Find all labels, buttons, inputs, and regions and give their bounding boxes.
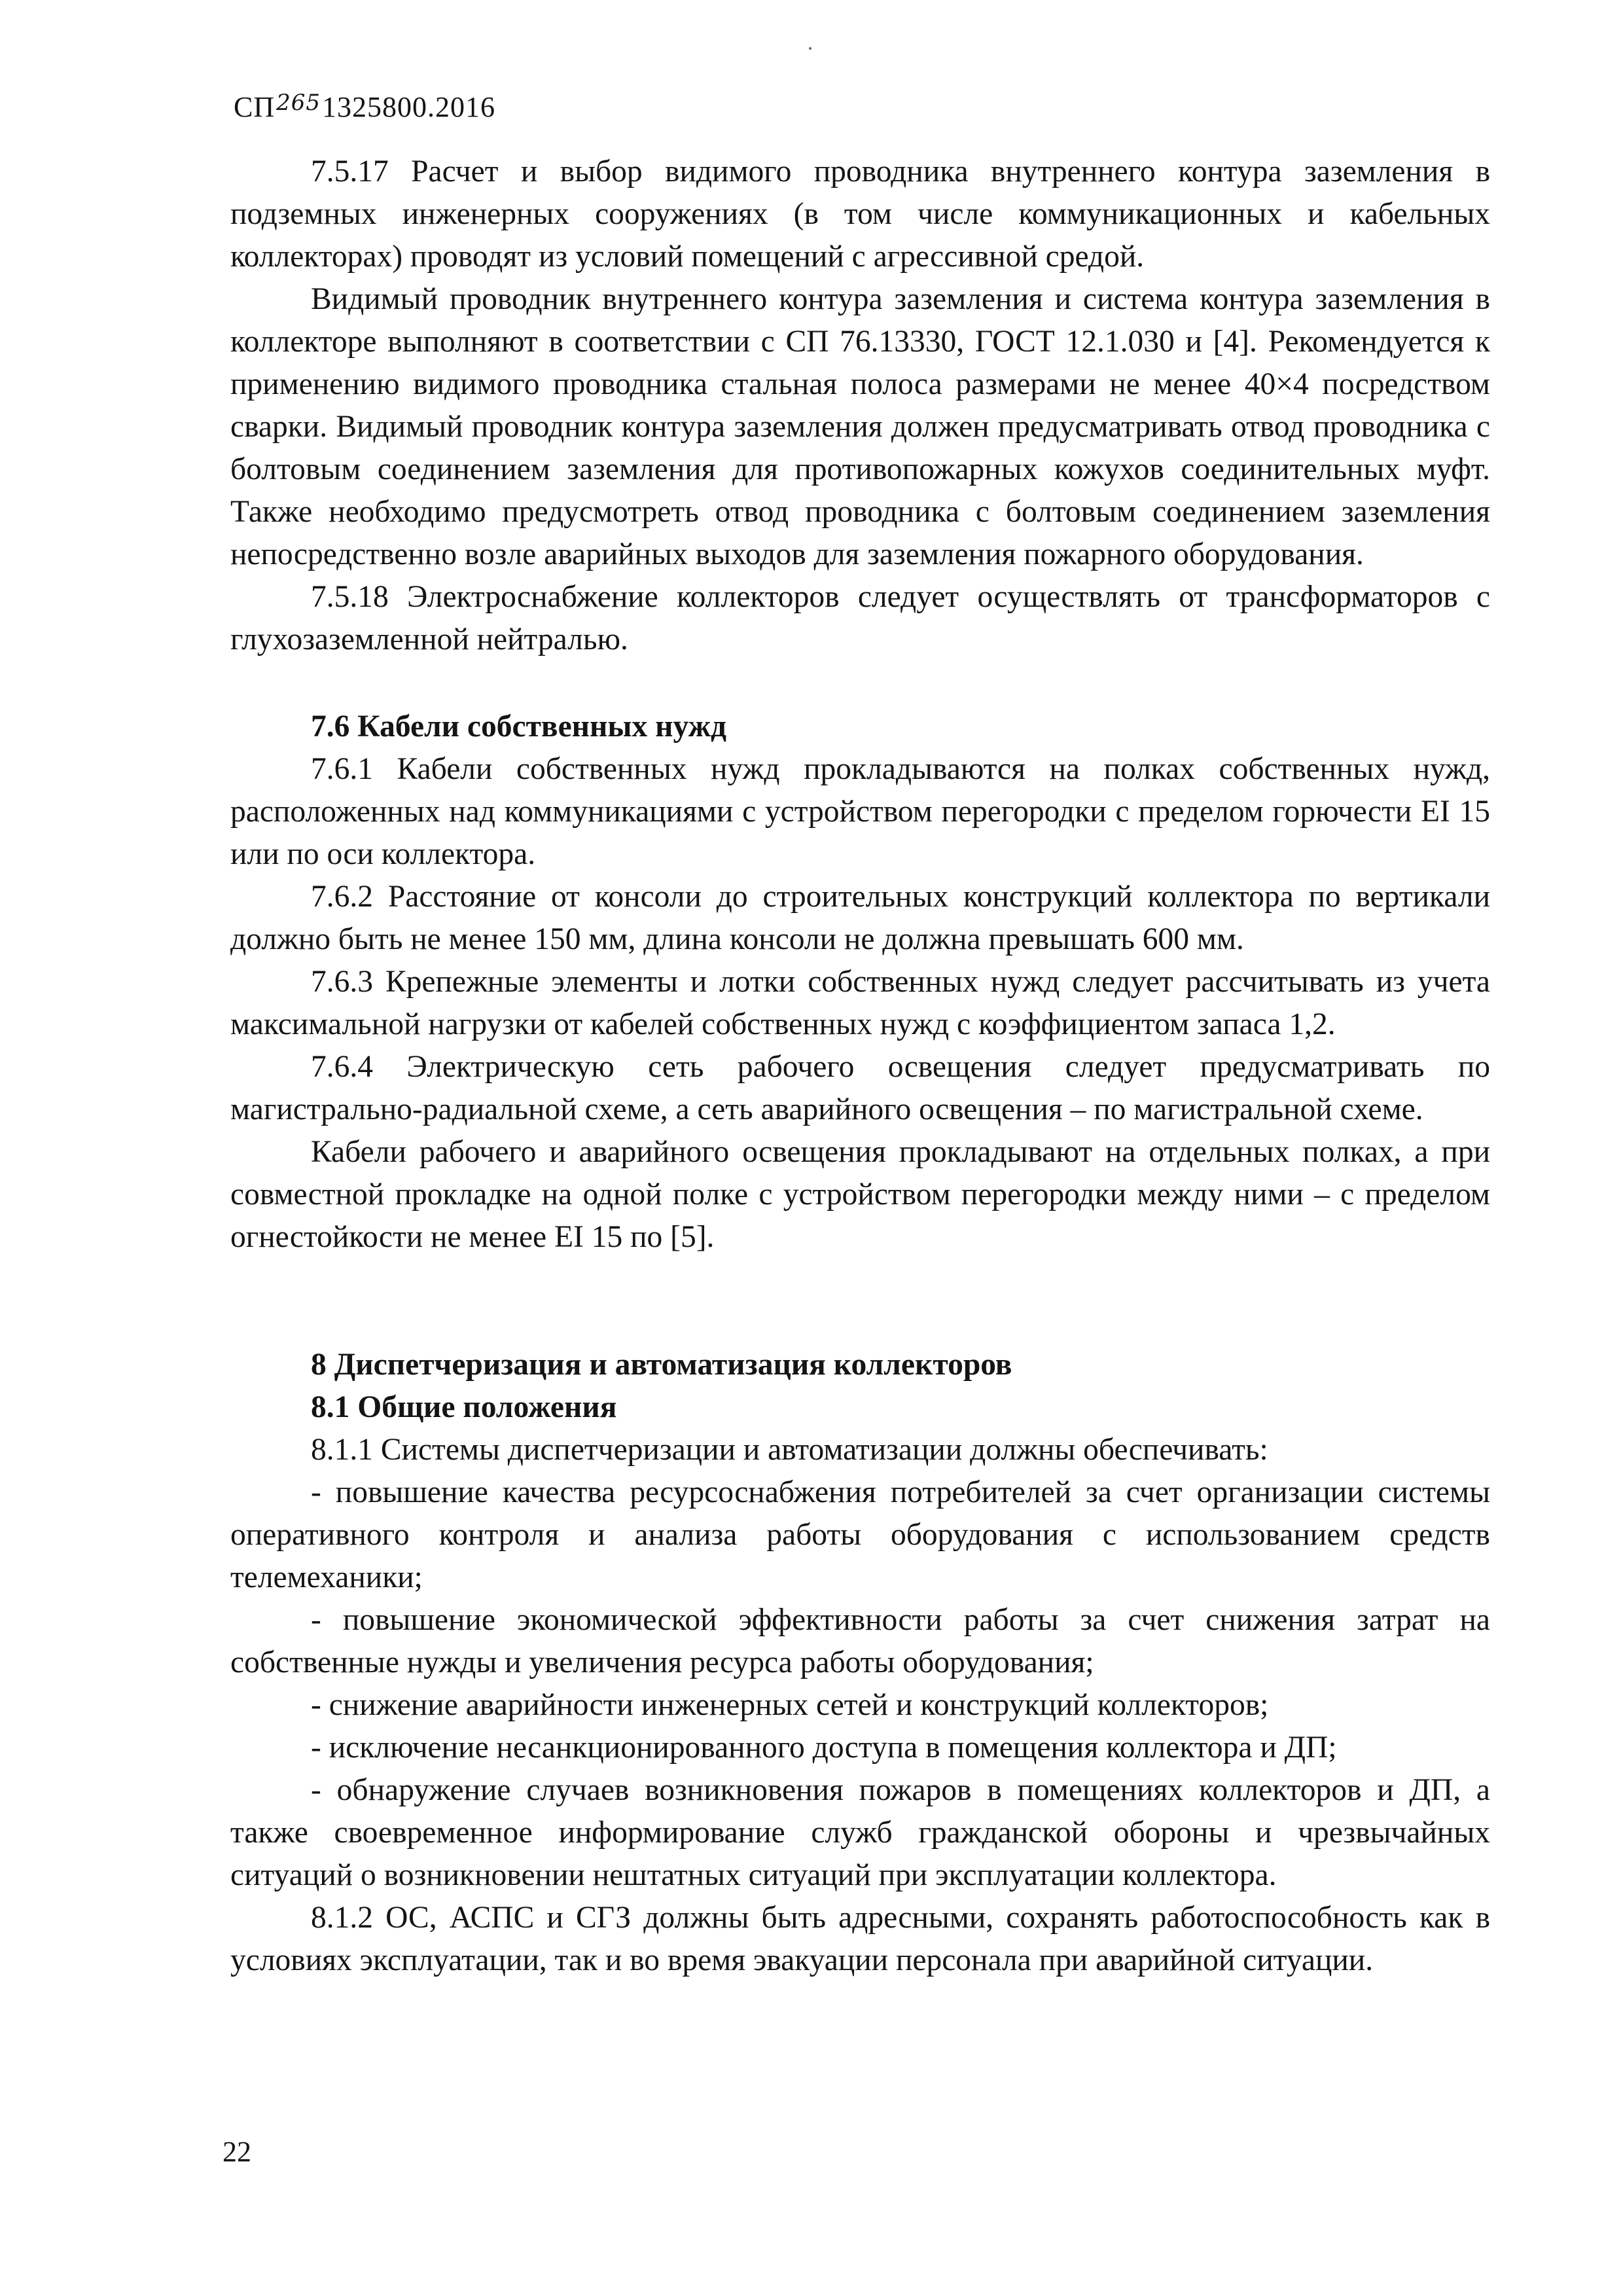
document-code-header xyxy=(234,90,495,124)
paragraph-7-6-3: 7.6.3 Крепежные элементы и лотки собственных нужд следует рассчитывать из учета максимальной нагрузки от кабелей собственных нужд с коэффициентом запаса 1,2. xyxy=(230,965,1490,1041)
list-item: - обнаружение случаев возникновения пожаров в помещениях коллекторов и ДП, а также своевременное информирование служб гражданской обороны и чрезвычайных ситуаций о возникновении нештатных ситуаций при эксплуатации коллектора. xyxy=(230,1773,1490,1892)
list-item: - повышение качества ресурсоснабжения потребителей за счет организации системы оперативного контроля и анализа работы оборудования с использованием средств телемеханики; xyxy=(230,1475,1490,1594)
list-item: - повышение экономической эффективности работы за счет снижения затрат на собственные нужды и увеличения ресурса работы оборудования; xyxy=(230,1603,1490,1679)
spacer xyxy=(230,661,1490,706)
paragraph-8-1-2: 8.1.2 ОС, АСПС и СГЗ должны быть адресными, сохранять работоспособность как в условиях эксплуатации, так и во время эвакуации персонала при аварийной ситуации. xyxy=(230,1901,1490,1977)
paragraph-7-6-4: 7.6.4 Электрическую сеть рабочего освещения следует предусматривать по магистрально-радиальной схеме, а сеть аварийного освещения – по магистральной схеме. xyxy=(230,1050,1490,1126)
list-item: - исключение несанкционированного доступа в помещения коллектора и ДП; xyxy=(311,1731,1337,1765)
paragraph-8-1-1: 8.1.1 Системы диспетчеризации и автоматизации должны обеспечивать: xyxy=(311,1433,1268,1467)
page-number: 22 xyxy=(223,2136,251,2168)
paragraph-7-5-17-continued: Видимый проводник внутреннего контура заземления и система контура заземления в коллекторе выполняют в соответствии с СП 76.13330, ГОСТ 12.1.030 и [4]. Рекомендуется к применению видимого проводника стальная полоса размерами не менее 40×4 посредством сварки. Видимый проводник контура заземления должен предусматривать отвод проводника с болтовым соединением заземления для противопожарных кожухов соединительных муфт. Также необходимо предусмотреть отвод проводника с болтовым соединением заземления непосредственно возле аварийных выходов для заземления пожарного оборудования. xyxy=(230,282,1490,571)
heading-7-6: 7.6 Кабели собственных нужд xyxy=(311,709,727,744)
paragraph-7-6-4-continued: Кабели рабочего и аварийного освещения прокладывают на отдельных полках, а при совместной прокладке на одной полке с устройством перегородки между ними – с пределом огнестойкости не менее EI 15 по [5]. xyxy=(230,1135,1490,1254)
spacer xyxy=(230,1259,1490,1344)
paragraph-7-6-1: 7.6.1 Кабели собственных нужд прокладываются на полках собственных нужд, расположенных над коммуникациями с устройством перегородки с пределом горючести EI 15 или по оси коллектора. xyxy=(230,752,1490,871)
code-number: 1325800.2016 xyxy=(322,91,496,123)
list-item: - снижение аварийности инженерных сетей и конструкций коллекторов; xyxy=(311,1688,1269,1722)
paragraph-7-5-17: 7.5.17 Расчет и выбор видимого проводника внутреннего контура заземления в подземных инженерных сооружениях (в том числе коммуникационных и кабельных коллекторах) проводят из условий помещений с агрессивной средой. xyxy=(230,154,1490,274)
scan-speck xyxy=(809,47,812,50)
document-body xyxy=(230,151,1490,1982)
heading-8-1: 8.1 Общие положения xyxy=(311,1390,617,1424)
handwritten-number: 265 xyxy=(276,90,321,116)
paragraph-7-6-2: 7.6.2 Расстояние от консоли до строительных конструкций коллектора по вертикали должно быть не менее 150 мм, длина консоли не должна превышать 600 мм. xyxy=(230,880,1490,956)
paragraph-7-5-18: 7.5.18 Электроснабжение коллекторов следует осуществлять от трансформаторов с глухозаземленной нейтралью. xyxy=(230,580,1490,656)
code-prefix: СП xyxy=(234,91,276,123)
heading-8: 8 Диспетчеризация и автоматизация коллекторов xyxy=(311,1348,1012,1382)
